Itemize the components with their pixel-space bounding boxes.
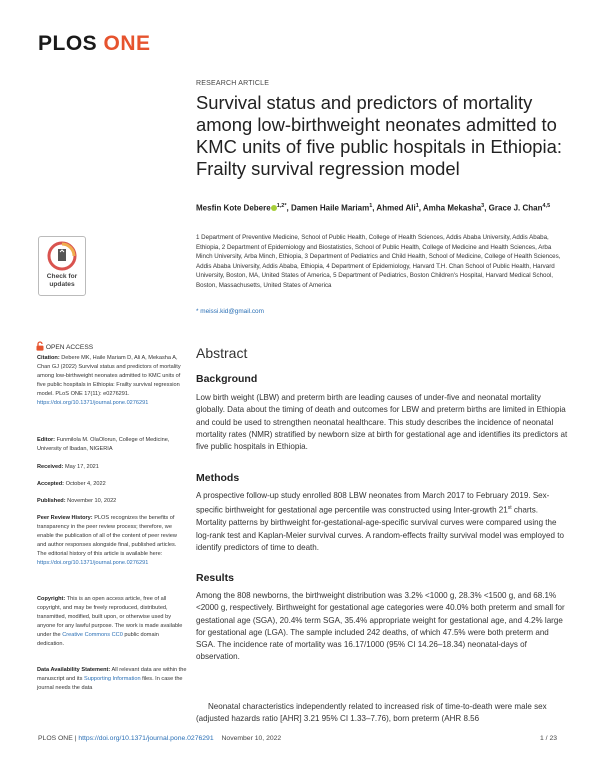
author-affil: 1,2* (276, 203, 287, 209)
author-name[interactable]: Damen Haile Mariam (290, 203, 370, 213)
peer-review-label: Peer Review History: (37, 515, 93, 521)
logo-plos: PLOS (38, 32, 98, 55)
citation-label: Citation: (37, 355, 60, 361)
copyright-text: This is an open access article, free of all copyright, and may be freely reproduced, distributed, transmitted, modified, built upon, or otherwise used by anyone for any lawful purpose. The work is made available under the (37, 596, 183, 638)
background-heading: Background (196, 373, 258, 385)
footer-citation (38, 735, 281, 742)
copyright-tail: public domain dedication. (37, 632, 159, 647)
methods-text (196, 490, 568, 554)
footer-journal: PLOS ONE (38, 735, 73, 742)
copyright-block (37, 595, 187, 649)
article-title: Survival status and predictors of mortality among low-birthweight neonates admitted to KMC units of five public hospitals in Ethiopia: Frailty survival regression model (196, 92, 562, 179)
footer-separator: | (72, 735, 79, 742)
page-number: 1 / 23 (540, 735, 558, 742)
author-affil: 1 (415, 203, 419, 209)
open-lock-icon (36, 341, 44, 353)
check-updates-line1: Check for (46, 273, 78, 280)
check-for-updates-badge[interactable] (38, 236, 86, 296)
author-name[interactable]: Mesfin Kote Debere (196, 203, 271, 213)
data-availability-tail: files. In case the journal needs the data (37, 676, 183, 691)
author-name[interactable]: Amha Mekasha (422, 203, 482, 213)
author-list: Mesfin Kote Debere $^{1,2*}$, Damen Haile Mariam$^1$, Ahmed Ali$^1$, Amha Mekasha$^3$, Grace J. Chan$^{4,5}$ (196, 203, 551, 213)
results-text: Among the 808 newborns, the birthweight distribution was 3.2% <1000 g, 28.3% <1500 g, and 68.1% <2000 g, respectively. Birthweight for gestational age categories were 40.0% both preterm and small for gestational age (SGA), 20.4% term SGA, 35.4% appropriate weight for gestational age, and 4.2% large for gestational age (LGA). The sample included 242 deaths, of which 47.5% were both preterm and SGA. The incidence rate of mortality was 16.17/1000 (95% CI 14.26–18.34) neonatal-days of observation. (196, 591, 565, 662)
accepted-date: October 4, 2022 (65, 481, 106, 487)
accepted-block (37, 480, 187, 489)
editor-block (37, 436, 187, 454)
supporting-info-link[interactable]: Supporting Information (83, 676, 141, 682)
published-label: Published: (37, 498, 66, 504)
author-affil: 1 (369, 203, 373, 209)
journal-logo[interactable] (38, 32, 151, 56)
methods-heading: Methods (196, 472, 240, 484)
received-label: Received: (37, 464, 64, 470)
peer-review-link[interactable]: https://doi.org/10.1371/journal.pone.0276291 (37, 560, 149, 566)
footer-doi-link[interactable]: https://doi.org/10.1371/journal.pone.0276291 (78, 735, 214, 742)
author-name[interactable]: Ahmed Ali (376, 203, 416, 213)
results-heading: Results (196, 572, 234, 584)
footer-date: November 10, 2022 (221, 735, 282, 742)
open-access-text: OPEN ACCESS (45, 344, 94, 351)
logo-one: ONE (103, 32, 151, 55)
received-block (37, 463, 187, 472)
data-availability-text: All relevant data are within the manuscript and its (37, 667, 187, 682)
abstract-heading: Abstract (196, 345, 248, 361)
open-access-label (36, 341, 93, 353)
article-type: RESEARCH ARTICLE (196, 80, 270, 87)
received-date: May 17, 2021 (65, 464, 99, 470)
citation-block (37, 354, 187, 408)
copyright-label: Copyright: (37, 596, 66, 602)
peer-review-text: PLOS recognizes the benefits of transparency in the peer review process; therefore, we enable the publication of all of the content of peer review and author responses alongside final, published articles. The editorial history of this article is available here: (37, 515, 177, 557)
data-availability-label: Data Availability Statement: (37, 667, 111, 673)
methods-text-a: A prospective follow-up study enrolled 808 LBW neonates from March 2017 to February 2019. Sex-specific birthweight for gestational age percentile was constructed using Inter-growth 21 (196, 491, 550, 515)
citation-link[interactable]: https://doi.org/10.1371/journal.pone.0276291 (37, 400, 149, 406)
accepted-label: Accepted: (37, 481, 65, 487)
published-date: November 10, 2022 (67, 498, 117, 504)
results-text-2: Neonatal characteristics independently related to increased risk of time-to-death were male sex (adjusted hazards ratio [AHR] 3.21 95% CI 1.33–7.76), born preterm (AHR 8.56 (196, 702, 547, 724)
check-updates-line2: updates (49, 281, 75, 288)
methods-text-b: charts. Mortality patterns by birthweight for-gestational-age-specific survival curves were compared using the log-rank test and Kaplan-Meier survival curves. A random-effects frailty survival model was employed to identify predictors of time to death. (196, 505, 564, 552)
published-block (37, 497, 187, 506)
editor-label: Editor: (37, 437, 56, 443)
citation-text: Debere MK, Haile Mariam D, Ali A, Mekasha A, Chan GJ (2022) Survival status and predictors of mortality among low-birthweight neonates admitted to KMC units of five public hospitals in Ethiopia: Frailty survival regression model. PLoS ONE 17(11): e0276291. (37, 355, 181, 397)
affiliations: 1 Department of Preventive Medicine, School of Public Health, College of Health Sciences, Addis Ababa University, Addis Ababa, Ethiopia, 2 Department of Epidemiology and Biostatistics, School of Public Health, College of Medicine and Health Sciences, Arba Minch University, Arba Minch, Ethiopia, 3 Department of Pediatrics and Child Health, School of Medicine, College of Health Sciences, Addis Ababa University, Addis Ababa, Ethiopia, 4 Department of Epidemiology, Harvard T.H. Chan School of Public Health, Harvard University, Boston, MA, United States of America, 5 Department of Pediatrics, Boston Children's Hospital, Harvard Medical School, Boston, Massachusetts, United States of America (196, 234, 561, 289)
corresponding-email[interactable]: * meissi.kid@gmail.com (196, 308, 264, 315)
creative-commons-link[interactable]: Creative Commons CC0 (62, 632, 123, 638)
editor-text: Funmilola M. OlaOlorun, College of Medicine, University of Ibadan, NIGERIA (37, 437, 170, 452)
check-updates-icon (39, 240, 85, 274)
methods-sup: st (507, 505, 512, 512)
data-availability-block (37, 666, 187, 693)
author-affil: 3 (481, 203, 485, 209)
peer-review-block (37, 514, 187, 568)
author-name[interactable]: Grace J. Chan (488, 203, 543, 213)
author-affil: 4,5 (542, 203, 551, 209)
background-text: Low birth weight (LBW) and preterm birth are leading causes of under-five and neonatal mortality globally. Data about the timing of death and outcomes for LBW and preterm births are limited in Ethiopia and could be used to strengthen neonatal healthcare. This study describes the incidence of neonatal mortality rates (NMR) stratified by newborn size at birth for gestational age and identifies its predictors at five public hospitals in Ethiopia. (196, 393, 568, 452)
